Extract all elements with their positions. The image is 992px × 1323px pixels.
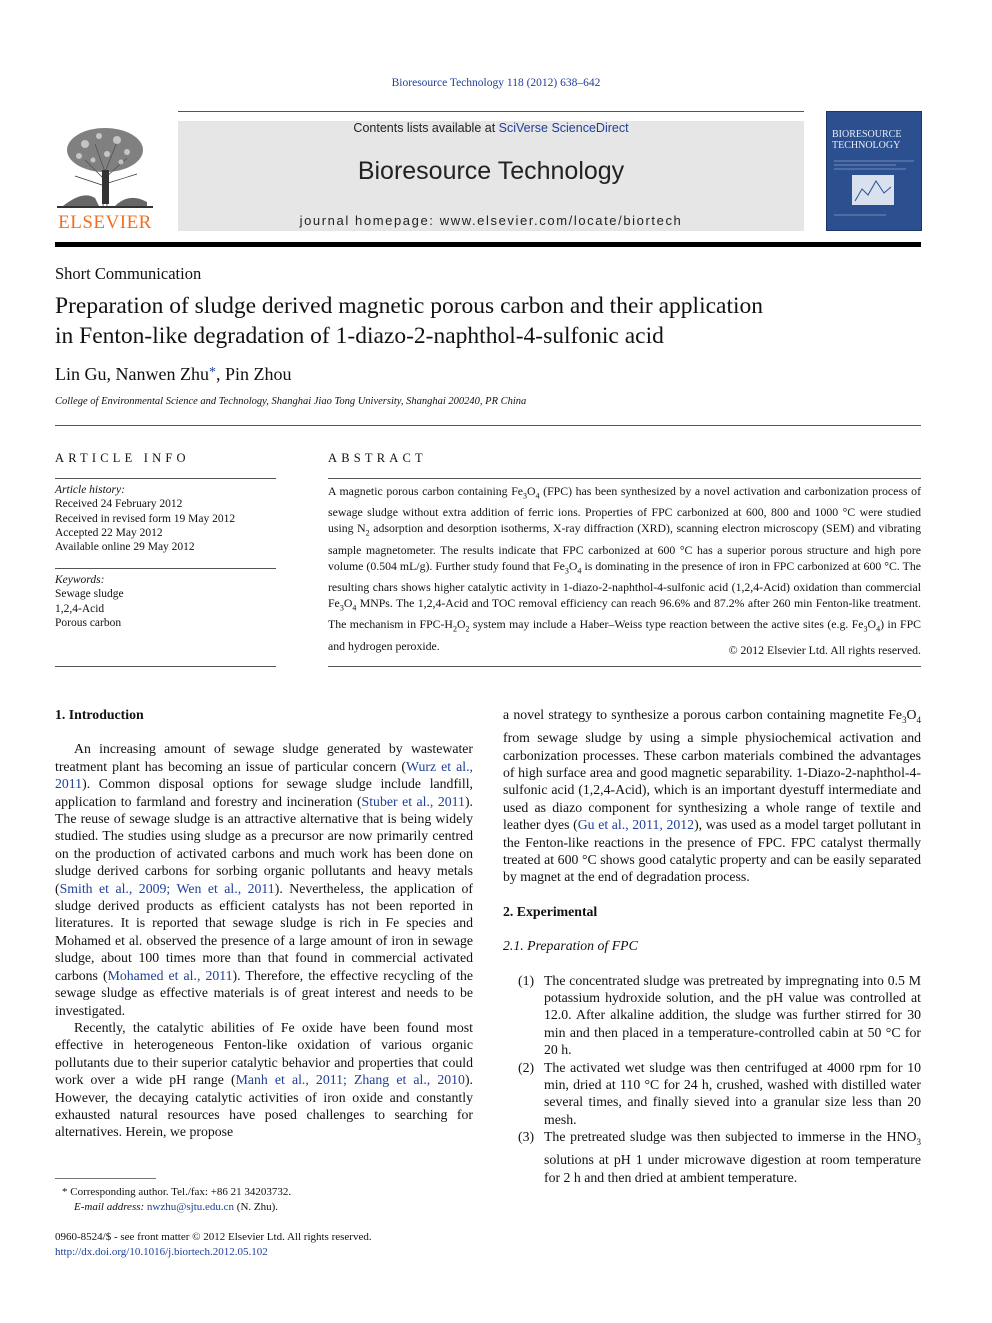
homepage-prefix: journal homepage:	[299, 213, 440, 228]
journal-cover-image[interactable]	[826, 111, 922, 231]
info-rule-1	[55, 478, 276, 479]
article-type: Short Communication	[55, 264, 202, 283]
contents-line	[178, 121, 804, 135]
article-info-heading: ARTICLE INFO	[55, 451, 190, 465]
sciencedirect-link[interactable]: SciVerse ScienceDirect	[498, 121, 629, 135]
footnote-rule	[55, 1178, 156, 1179]
keyword-item: Sewage sludge	[55, 588, 124, 601]
corresponding-author-mark[interactable]: *	[208, 365, 216, 380]
footnote-corresponding	[62, 1185, 482, 1214]
intro-paragraph-2: Recently, the catalytic abilities of Fe oxide have been found most effective in heterogeneous Fenton-like oxidation of various organic pollutants due to their superior catalytic behavior and properties that could work over a wide pH range (Manh et al., 2011; Zhang et al., 2010). However, the decaying catalytic activities of iron oxide and constantly exhausted natural resources have posed challenges to searching for alternatives. Herein, we propose	[55, 1019, 473, 1140]
elsevier-wordmark: ELSEVIER	[58, 212, 152, 233]
preparation-steps	[503, 972, 921, 1187]
copyright-notice: © 2012 Elsevier Ltd. All rights reserved.	[728, 643, 921, 657]
title-line-2: in Fenton-like degradation of 1-diazo-2-naphthol-4-sulfonic acid	[55, 323, 664, 349]
info-rule-3	[55, 666, 276, 667]
abstract-rule-top	[328, 478, 921, 479]
citation-link[interactable]: Gu et al., 2011, 2012	[577, 817, 695, 833]
doi-link[interactable]: http://dx.doi.org/10.1016/j.biortech.2012.05.102	[55, 1245, 268, 1258]
email-line: E-mail address: nwzhu@sjtu.edu.cn (N. Zhu).	[74, 1200, 279, 1213]
section-heading-experimental: 2. Experimental	[503, 903, 598, 919]
citation-link[interactable]: Manh et al., 2011; Zhang et al., 2010	[235, 1072, 465, 1088]
authors-text: Lin Gu, Nanwen Zhu	[55, 364, 209, 384]
history-online: Available online 29 May 2012	[55, 541, 195, 554]
email-link[interactable]: nwzhu@sjtu.edu.cn	[146, 1200, 235, 1213]
history-revised: Received in revised form 19 May 2012	[55, 512, 236, 525]
abstract-body: A magnetic porous carbon containing $Fe_3O_4$ (FPC) has been synthesized by a novel activation and carbonization process of sewage sludge without extra addition of ferric ions. Properties of FPC carbonized at 600, 800 and 1000 °C were studied using $N_2$ adsorption and desorption isotherms, X-ray diffraction (XRD), scanning electron microscopy (SEM) and vibrating sample magnetometer. The results indicate that FPC carbonized at 600 °C has a superior porous structure and high pore volume (0.504 mL/g). Further study found that $Fe_3O_4$ is dominating in the presence of iron in FPC carbonized at 600 °C. The resulting chars shows higher catalytic activity in 1-diazo-2-naphthol-4-sulfonic acid (1,2,4-Acid) oxidation than commercial $Fe_3O_4$ MNPs. The 1,2,4-Acid and TOC removal efficiency can reach 96.6% and 87.2% after 260 min Fenton-like treatment. The mechanism in FPC-$H_2O_2$ system may include a Haber–Weiss type reaction between the active sites (e.g. $Fe_3O_4$) in FPC and hydrogen peroxide.	[328, 484, 922, 653]
citation-link[interactable]: Mohamed et al., 2011	[107, 967, 233, 983]
preparation-step: (1) The concentrated sludge was pretreated by impregnating into 0.5 M potassium hydroxide solution, and the pH value was controlled at 12.0. After alkaline addition, the sludge was further stirred for 30 min and then placed in a temperature-controlled cabin at 50 °C for 20 h.	[518, 972, 921, 1058]
abstract-rule-bottom	[328, 666, 921, 667]
authors-text-2: , Pin Zhou	[215, 364, 292, 384]
citation-link[interactable]: Wurz et al., 2011	[55, 758, 473, 792]
homepage-link[interactable]: www.elsevier.com/locate/biortech	[439, 213, 683, 228]
keyword-item: 1,2,4-Acid	[55, 602, 105, 615]
left-column	[55, 706, 473, 1141]
citation-link[interactable]: Stuber et al., 2011	[361, 793, 465, 809]
header-top-rule	[178, 111, 804, 112]
cover-title: BIORESOURCE TECHNOLOGY	[832, 129, 902, 151]
header-thick-rule	[55, 242, 921, 247]
intro-paragraph-3: a novel strategy to synthesize a porous carbon containing magnetite $Fe_3O_4$ from sewage sludge by using a simple physiochemical activation and carbonization processes. These carbon materials combined the advantages of high surface area and good magnetic separability. 1-Diazo-2-naphthol-4-sulfonic acid (1,2,4-Acid), which is an important dyestuff intermediate and used as diazo component for synthesizing a whole range of textile and leather dyes (Gu et al., 2011, 2012), was used as a model target pollutant in the Fenton-like reactions in the presence of FPC. FPC catalyst thermally treated at 600 °C shows good catalytic property and can be easily separated by magnet at the end of degradation process.	[503, 707, 921, 885]
issn-doi-block	[55, 1230, 555, 1259]
article-title	[55, 291, 921, 351]
history-label: Article history:	[55, 484, 125, 496]
preparation-step: (2) The activated wet sludge was then centrifuged at 4000 rpm for 10 min, dried at 110 °C for 24 h, crushed, washed with distilled water several times, and finally sieved into a granular size less than 20 mesh.	[518, 1059, 921, 1127]
issn-line: 0960-8524/$ - see front matter © 2012 Elsevier Ltd. All rights reserved.	[55, 1231, 372, 1243]
corresponding-author-note: * Corresponding author. Tel./fax: +86 21 34203732.	[62, 1186, 292, 1198]
keyword-item: Porous carbon	[55, 616, 122, 629]
subsection-heading-preparation: 2.1. Preparation of FPC	[503, 938, 638, 954]
article-history	[55, 483, 276, 554]
info-rule-2	[55, 568, 276, 569]
section-heading-introduction: 1. Introduction	[55, 707, 144, 722]
history-received: Received 24 February 2012	[55, 498, 183, 511]
contents-prefix: Contents lists available at	[353, 121, 499, 135]
citation-link[interactable]: Smith et al., 2009; Wen et al., 2011	[59, 880, 275, 896]
journal-homepage	[178, 213, 804, 228]
preparation-step: (3) The pretreated sludge was then subjected to immerse in the $HNO_3$ solutions at pH 1 under microwave digestion at room temperature for 2 h and then dried at ambient temperature.	[518, 1129, 921, 1185]
elsevier-logo	[55, 120, 155, 235]
journal-citation[interactable]: Bioresource Technology 118 (2012) 638–642	[391, 77, 601, 89]
affiliation: College of Environmental Science and Technology, Shanghai Jiao Tong University, Shanghai 200240, PR China	[55, 396, 527, 407]
right-column	[503, 706, 921, 1186]
keywords	[55, 573, 276, 630]
title-line-1: Preparation of sludge derived magnetic porous carbon and their application	[55, 293, 764, 319]
intro-paragraph-1: An increasing amount of sewage sludge generated by wastewater treatment plant has becoming an issue of particular concern (Wurz et al., 2011). Common disposal options for sewage sludge include landfill, application to farmland and forestry and incineration (Stuber et al., 2011). The reuse of sewage sludge is an attractive alternative that is being widely studied. The studies using sludge as a precursor are now primarily centred on the production of activated carbons and much work has been done on sludge derived carbons for sorbing organic pollutants and heavy metals (Smith et al., 2009; Wen et al., 2011). Nevertheless, the application of sludge derived products as efficient catalysts has not been reported in literatures. It is reported that sewage sludge is rich in Fe species and Mohamed et al. observed the presence of a large amount of iron in sewage sludge, about 100 times more than that found in commercial activated carbons (Mohamed et al., 2011). Therefore, the effective recycling of the sewage sludge as effective materials is of great interest and needs to be investigated.	[55, 741, 474, 1018]
title-divider	[55, 425, 921, 426]
author-list	[55, 364, 291, 385]
abstract-heading: ABSTRACT	[328, 451, 427, 465]
keywords-label: Keywords:	[55, 574, 105, 586]
history-accepted: Accepted 22 May 2012	[55, 526, 163, 539]
journal-title: Bioresource Technology	[357, 157, 625, 185]
